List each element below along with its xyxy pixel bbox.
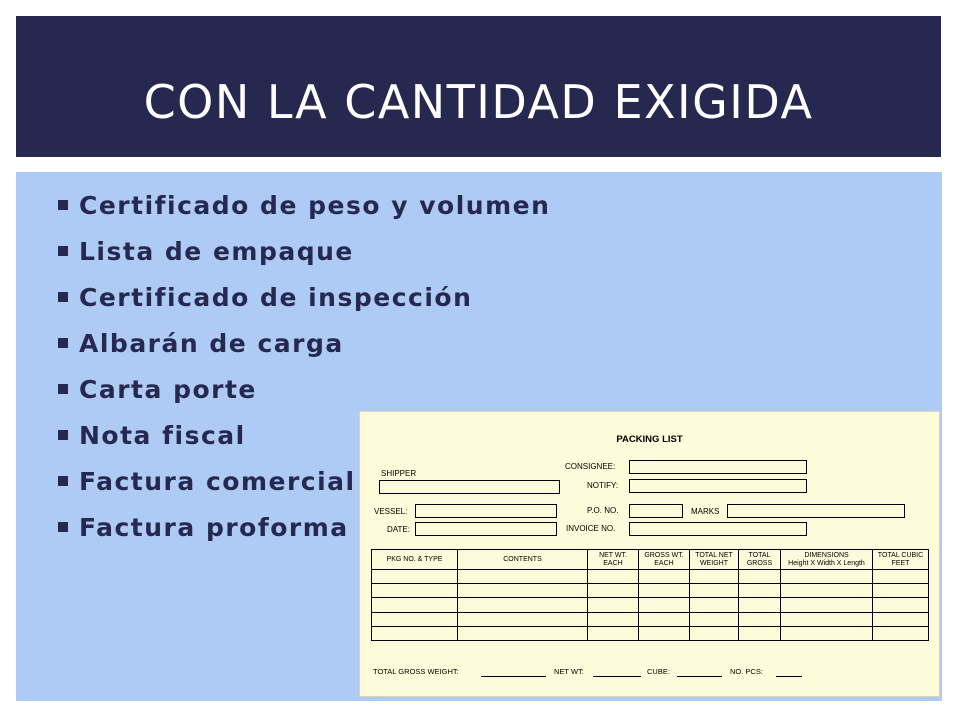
table-row	[372, 570, 929, 584]
square-bullet-icon	[58, 246, 68, 256]
column-header: PKG NO. & TYPE	[372, 550, 458, 570]
notify-field	[629, 479, 807, 493]
table-row	[372, 598, 929, 612]
column-header: GROSS WT. EACH	[639, 550, 690, 570]
title-banner	[16, 16, 941, 157]
bullet-item: Certificado de peso y volumen	[56, 190, 550, 236]
notify-label: NOTIFY:	[587, 481, 619, 490]
bullet-item: Factura proforma	[56, 512, 550, 558]
consignee-label: CONSIGNEE:	[565, 462, 616, 471]
no-pcs-line	[776, 676, 802, 677]
square-bullet-icon	[58, 430, 68, 440]
vessel-label: VESSEL:	[374, 507, 408, 516]
invoice-no-label: INVOICE NO.	[566, 524, 616, 533]
column-header: TOTAL CUBIC FEET	[873, 550, 929, 570]
consignee-field	[629, 460, 807, 474]
marks-field	[727, 504, 905, 518]
bullet-item: Carta porte	[56, 374, 550, 420]
vessel-field	[415, 504, 557, 518]
bullet-item: Nota fiscal	[56, 420, 550, 466]
total-gross-weight-label: TOTAL GROSS WEIGHT:	[373, 667, 459, 676]
table-header-row	[372, 550, 929, 570]
packing-list-table	[371, 549, 929, 641]
cube-label: CUBE:	[647, 667, 670, 676]
bullet-item: Certificado de inspección	[56, 282, 550, 328]
marks-label: MARKS	[691, 507, 720, 516]
square-bullet-icon	[58, 384, 68, 394]
square-bullet-icon	[58, 200, 68, 210]
square-bullet-icon	[58, 292, 68, 302]
slide-title: CON LA CANTIDAD EXIGIDA	[143, 75, 814, 129]
column-header: TOTAL GROSS	[739, 550, 781, 570]
po-no-field	[629, 504, 683, 518]
square-bullet-icon	[58, 338, 68, 348]
shipper-field	[379, 480, 560, 494]
column-header: TOTAL NET WEIGHT	[690, 550, 739, 570]
table-row	[372, 626, 929, 640]
square-bullet-icon	[58, 522, 68, 532]
column-header: DIMENSIONS Height X Width X Length	[781, 550, 873, 570]
packing-list-form	[359, 411, 940, 697]
bullet-item: Albarán de carga	[56, 328, 550, 374]
column-header: NET WT. EACH	[588, 550, 639, 570]
invoice-no-field	[629, 522, 807, 536]
bullet-item: Factura comercial	[56, 466, 550, 512]
packing-list-title: PACKING LIST	[616, 434, 683, 445]
table-row	[372, 612, 929, 626]
net-wt-label: NET WT:	[554, 667, 584, 676]
column-header: CONTENTS	[458, 550, 588, 570]
no-pcs-label: NO. PCS:	[730, 667, 763, 676]
shipper-label: SHIPPER	[381, 469, 417, 478]
date-field	[415, 522, 557, 536]
date-label: DATE:	[387, 525, 410, 534]
table-row	[372, 584, 929, 598]
net-wt-line	[593, 676, 641, 677]
po-no-label: P.O. NO.	[587, 506, 619, 515]
bullet-item: Lista de empaque	[56, 236, 550, 282]
square-bullet-icon	[58, 476, 68, 486]
total-gross-weight-line	[481, 676, 546, 677]
cube-line	[677, 676, 722, 677]
